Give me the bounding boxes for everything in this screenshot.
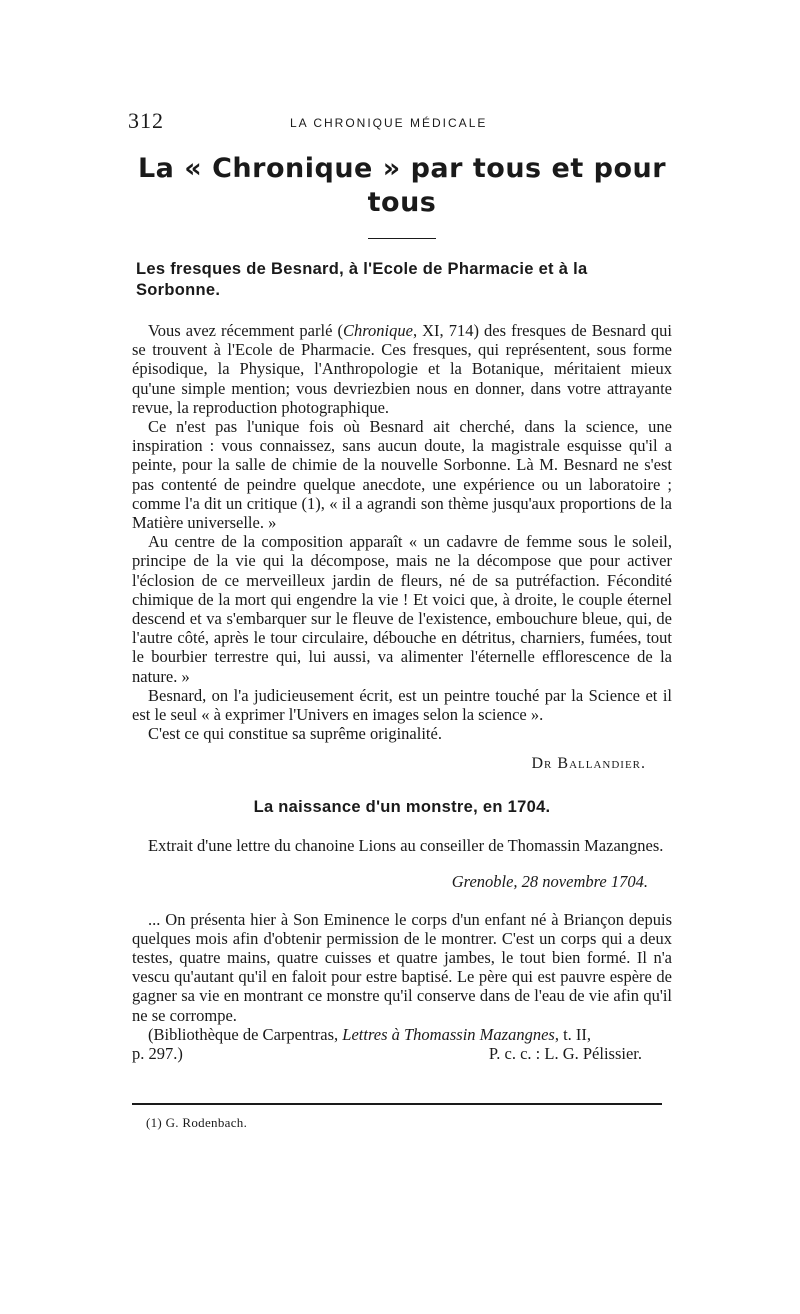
intro-paragraph: Extrait d'une lettre du chanoine Lions au conseiller de Thomassin Mazangnes. [148, 836, 664, 856]
source-page: p. 297.) [132, 1044, 183, 1064]
author-signature: Dr Ballandier. [531, 755, 646, 773]
closing-line [132, 1044, 672, 1063]
title-rule [368, 238, 436, 239]
paragraph: Au centre de la composition apparaît « un cadavre de femme sous le soleil, principe de la vie qui la décompose, mais ne la décompose que pour activer l'éclosion de ce merveilleux jardin de fleurs, né de sa putréfaction. Fécondité chimique de la mort qui engendre la vie ! Et voici que, à droite, le couple éternel descend et va s'embarquer sur le fleuve de l'existence, embouchure bleue, qui, de l'autre côté, après le tour circulaire, débouche en détritus, charniers, fumées, tout le bourbier terrestre qui, lui aussi, va alimenter l'éternelle efflorescence de la nature. » [132, 532, 672, 686]
letter-paragraph: ... On présenta hier à Son Eminence le corps d'un enfant né à Briançon depuis quelques mois afin d'obtenir permission de le montrer. C'est un corps qui a deux testes, quatre mains, quatre cuisses et quatre jambes, le tout bien formé. Il n'a vescu qu'autant qu'il en faloit pour estre baptisé. Le père qui est pauvre espère de gagner sa vie en montrant ce monstre qu'il conserve dans de l'eau de vie afin qu'il ne se corrompe. [132, 909, 672, 1025]
running-head [128, 108, 672, 136]
running-title: LA CHRONIQUE MÉDICALE [290, 116, 488, 130]
page-number: 312 [128, 108, 164, 133]
footnote-rule [132, 1103, 662, 1105]
article-heading-fresques: Les fresques de Besnard, à l'Ecole de Pharmacie et à la Sorbonne. [136, 260, 588, 299]
paragraph: Besnard, on l'a judicieusement écrit, est un peintre touché par la Science et il est le seul « à exprimer l'Univers en images selon la science ». [132, 685, 672, 725]
letter-body [132, 910, 672, 1044]
credit: P. c. c. : L. G. Pélissier. [488, 1044, 642, 1064]
footnote: (1) G. Rodenbach. [146, 1115, 248, 1131]
article-heading-monstre: La naissance d'un monstre, en 1704. [253, 798, 551, 817]
column-title: La « Chronique » par tous et pour tous [137, 153, 667, 218]
letter-dateline: Grenoble, 28 novembre 1704. [451, 871, 648, 891]
source-citation: (Bibliothèque de Carpentras, Lettres à Thomassin Mazangnes, t. II, [148, 1024, 592, 1044]
article-body-fresques [132, 321, 672, 743]
paragraph: Ce n'est pas l'unique fois où Besnard ait cherché, dans la science, une inspiration : vous connaissez, sans aucun doute, la magistrale esquisse qu'il a peinte, pour la salle de chimie de la nouvelle Sorbonne. Là M. Besnard ne s'est pas contenté de peindre quelque anecdote, une expérience ou un laboratoire ; comme l'a dit un critique (1), « il a agrandi son thème jusqu'aux proportions de la Matière universelle. » [132, 417, 672, 533]
article-body-monstre [132, 836, 672, 855]
paragraph: C'est ce qui constitue sa suprême originalité. [148, 724, 442, 744]
paragraph: Vous avez récemment parlé (Chronique, XI, 714) des fresques de Besnard qui se trouvent à l'Ecole de Pharmacie. Ces fresques, qui représentent, sous forme épisodique, la Physique, l'Anthropologie et la Botanique, méritaient mieux qu'une simple mention; vous devriezbien nous en donner, dans votre attrayante revue, la reproduction photographique. [132, 321, 672, 417]
document-page [128, 108, 672, 1131]
